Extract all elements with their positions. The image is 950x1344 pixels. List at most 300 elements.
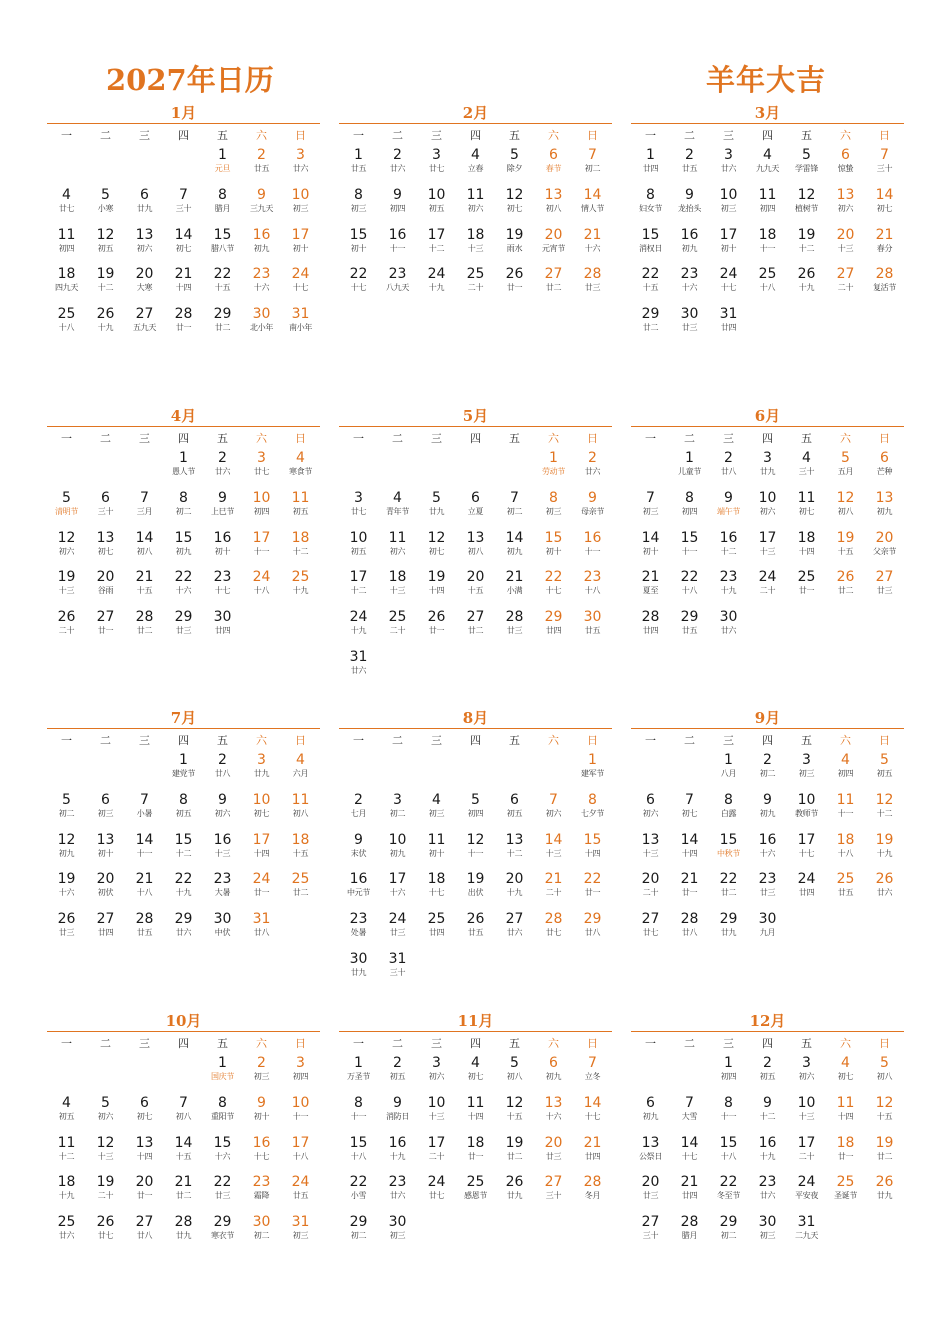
lunar-label: 廿七 <box>642 928 659 938</box>
day-number: 21 <box>135 871 154 888</box>
lunar-label: 廿二 <box>545 283 562 293</box>
lunar-label: 冬月 <box>584 1191 601 1201</box>
day-cell <box>456 870 495 910</box>
lunar-label: 初五 <box>876 769 893 778</box>
lunar-label: 十八 <box>759 283 776 293</box>
day-number: 2 <box>354 791 363 808</box>
day-cell <box>339 489 378 529</box>
lunar-label: 十五 <box>214 283 231 293</box>
weekday-label: 日 <box>879 432 890 445</box>
weekday-label: 日 <box>587 1037 598 1050</box>
weekday-label: 三 <box>431 734 442 747</box>
day-number: 5 <box>802 147 811 163</box>
lunar-label: 廿六 <box>175 928 192 938</box>
lunar-label: 廿二 <box>175 1191 192 1201</box>
lunar-label: 初六 <box>389 546 406 556</box>
lunar-label: 七夕节 <box>580 808 605 818</box>
weekday-label: 一 <box>353 129 364 142</box>
day-cell <box>86 265 125 305</box>
day-cell <box>281 529 320 569</box>
day-number: 25 <box>758 266 777 283</box>
weekday-label: 五 <box>801 1037 812 1050</box>
calendar-title: 2027年日历 <box>106 63 274 97</box>
day-cell <box>281 1213 320 1253</box>
lunar-label: 廿五 <box>681 164 698 173</box>
lunar-label: 十一 <box>253 546 270 556</box>
day-cell <box>573 489 612 529</box>
day-number: 19 <box>96 1174 115 1191</box>
day-cell <box>281 489 320 529</box>
day-number: 27 <box>875 569 894 586</box>
day-number: 22 <box>174 871 193 888</box>
weekday-label: 六 <box>256 432 267 445</box>
day-cell <box>281 791 320 831</box>
day-number: 30 <box>252 1214 271 1231</box>
lunar-label: 初十 <box>253 1111 270 1121</box>
day-number: 28 <box>641 609 660 626</box>
day-number: 2 <box>393 147 402 163</box>
day-cell <box>242 1213 281 1253</box>
day-cell <box>47 226 86 266</box>
day-cell <box>573 751 612 791</box>
weekday-label: 六 <box>548 734 559 747</box>
lunar-label: 十六 <box>58 888 75 898</box>
day-cell <box>203 791 242 831</box>
day-number: 22 <box>544 569 563 586</box>
lunar-label: 八月 <box>720 769 737 778</box>
day-cell <box>86 1094 125 1134</box>
lunar-label: 廿四 <box>720 323 737 333</box>
lunar-label: 廿七 <box>350 506 367 516</box>
lunar-label: 廿六 <box>876 888 893 898</box>
day-cell <box>339 791 378 831</box>
month-block <box>631 406 904 648</box>
lunar-label: 初三 <box>292 1231 309 1241</box>
day-number: 22 <box>349 1174 368 1191</box>
lunar-label: 廿二 <box>136 626 153 636</box>
weekday-label: 一 <box>353 1037 364 1050</box>
day-cell <box>339 870 378 910</box>
lunar-label: 初九 <box>253 243 270 253</box>
empty-cell <box>495 751 534 791</box>
lunar-label: 消防日 <box>385 1111 410 1121</box>
day-cell <box>378 489 417 529</box>
day-cell <box>495 186 534 226</box>
lunar-label: 十九 <box>389 1151 406 1161</box>
lunar-label: 廿四 <box>642 626 659 636</box>
day-number: 10 <box>291 1094 310 1111</box>
lunar-label: 廿二 <box>214 323 231 333</box>
lunar-label: 十四 <box>467 1111 484 1121</box>
month-title: 10月 <box>47 1011 320 1032</box>
lunar-label: 廿一 <box>798 586 815 596</box>
lunar-label: 十二 <box>720 546 737 556</box>
lunar-label: 十八 <box>720 1151 737 1161</box>
lunar-label: 廿五 <box>253 164 270 173</box>
day-cell <box>865 186 904 226</box>
lunar-label: 初七 <box>136 1111 153 1121</box>
day-cell <box>281 568 320 608</box>
lunar-label: 初八 <box>175 1111 192 1121</box>
day-number: 22 <box>719 871 738 888</box>
day-cell <box>787 489 826 529</box>
day-cell <box>47 529 86 569</box>
day-cell <box>748 910 787 950</box>
day-cell <box>203 226 242 266</box>
lunar-label: 教师节 <box>794 808 819 818</box>
lunar-label: 初九 <box>58 848 75 858</box>
lunar-label: 廿九 <box>175 1231 192 1241</box>
day-number: 11 <box>836 791 855 808</box>
lunar-label: 初六 <box>97 1111 114 1121</box>
day-cell <box>709 226 748 266</box>
day-number: 27 <box>96 911 115 928</box>
day-number: 29 <box>680 609 699 626</box>
day-number: 22 <box>680 569 699 586</box>
lunar-label: 初七 <box>506 203 523 213</box>
day-cell <box>339 1094 378 1134</box>
day-number: 6 <box>101 489 110 506</box>
day-number: 24 <box>719 266 738 283</box>
lunar-label: 廿三 <box>506 626 523 636</box>
empty-cell <box>125 751 164 791</box>
lunar-label: 九九天 <box>755 164 780 173</box>
lunar-label: 霜降 <box>253 1191 270 1201</box>
day-number: 16 <box>252 226 271 243</box>
lunar-label: 廿七 <box>253 467 270 476</box>
day-cell <box>670 449 709 489</box>
day-number: 20 <box>875 529 894 546</box>
lunar-label: 初三 <box>759 1231 776 1241</box>
day-number: 16 <box>680 226 699 243</box>
day-number: 11 <box>758 186 777 203</box>
day-cell <box>865 265 904 305</box>
lunar-label: 三十 <box>798 467 815 476</box>
day-number: 17 <box>719 226 738 243</box>
weekday-label: 一 <box>353 734 364 747</box>
day-cell <box>865 1173 904 1213</box>
lunar-label: 十四 <box>175 283 192 293</box>
day-number: 15 <box>349 1134 368 1151</box>
day-number: 3 <box>393 791 402 808</box>
day-cell <box>670 489 709 529</box>
lunar-label: 初五 <box>428 203 445 213</box>
month-block <box>339 1011 612 1253</box>
lunar-label: 廿五 <box>292 1191 309 1201</box>
lunar-label: 三十 <box>642 1231 659 1241</box>
day-cell <box>748 529 787 569</box>
day-number: 23 <box>388 1174 407 1191</box>
lunar-label: 初三 <box>798 769 815 778</box>
lunar-label: 初二 <box>350 1231 367 1241</box>
empty-cell <box>417 751 456 791</box>
lunar-label: 十六 <box>681 283 698 293</box>
day-number: 8 <box>179 489 188 506</box>
day-number: 28 <box>505 609 524 626</box>
day-number: 23 <box>680 266 699 283</box>
lunar-label: 十八 <box>292 1151 309 1161</box>
weekday-label: 三 <box>139 432 150 445</box>
weekday-label: 二 <box>684 129 695 142</box>
day-cell <box>378 831 417 871</box>
weekday-label: 六 <box>840 129 851 142</box>
lunar-label: 感恩节 <box>463 1191 488 1201</box>
lunar-label: 元宵节 <box>541 243 566 253</box>
day-cell <box>164 1094 203 1134</box>
day-cell <box>456 226 495 266</box>
day-number: 6 <box>140 1094 149 1111</box>
day-number: 6 <box>646 791 655 808</box>
lunar-label: 廿二 <box>720 888 737 898</box>
lunar-label: 初七 <box>97 546 114 556</box>
day-number: 22 <box>213 266 232 283</box>
day-cell <box>417 568 456 608</box>
lunar-label: 十三 <box>545 848 562 858</box>
day-cell <box>826 1173 865 1213</box>
day-cell <box>242 265 281 305</box>
day-number: 4 <box>841 752 850 768</box>
lunar-label: 初十 <box>642 546 659 556</box>
day-cell <box>242 1173 281 1213</box>
day-number: 3 <box>296 1055 305 1071</box>
day-cell <box>787 1094 826 1134</box>
day-number: 12 <box>836 489 855 506</box>
weekday-label: 五 <box>509 432 520 445</box>
day-cell <box>826 449 865 489</box>
day-number: 16 <box>388 226 407 243</box>
day-number: 5 <box>62 791 71 808</box>
day-cell <box>826 186 865 226</box>
day-cell <box>281 831 320 871</box>
day-cell <box>670 831 709 871</box>
day-cell <box>164 568 203 608</box>
lunar-label: 初三 <box>350 203 367 213</box>
weekday-label: 三 <box>139 734 150 747</box>
day-cell <box>125 568 164 608</box>
day-cell <box>164 305 203 345</box>
lunar-label: 十五 <box>175 1151 192 1161</box>
lunar-label: 十一 <box>584 546 601 556</box>
lunar-label: 初六 <box>428 1072 445 1081</box>
weekday-label: 日 <box>587 129 598 142</box>
lunar-label: 二十 <box>389 626 406 636</box>
day-cell <box>534 1173 573 1213</box>
day-number: 14 <box>583 186 602 203</box>
lunar-label: 三十 <box>97 506 114 516</box>
lunar-label: 廿四 <box>545 626 562 636</box>
day-number: 16 <box>719 529 738 546</box>
day-cell <box>495 791 534 831</box>
day-number: 10 <box>427 1094 446 1111</box>
day-number: 27 <box>641 1214 660 1231</box>
day-cell <box>417 870 456 910</box>
day-cell <box>456 910 495 950</box>
empty-cell <box>417 449 456 489</box>
lunar-label: 母亲节 <box>580 506 605 516</box>
day-cell <box>86 186 125 226</box>
day-cell <box>631 568 670 608</box>
day-cell <box>242 910 281 950</box>
day-number: 27 <box>544 266 563 283</box>
day-number: 21 <box>680 1174 699 1191</box>
day-number: 7 <box>549 791 558 808</box>
day-number: 15 <box>349 226 368 243</box>
day-cell <box>86 910 125 950</box>
month-title: 11月 <box>339 1011 612 1032</box>
day-cell <box>281 226 320 266</box>
lunar-label: 春节 <box>545 164 562 173</box>
lunar-label: 十七 <box>720 283 737 293</box>
lunar-label: 廿三 <box>876 586 893 596</box>
day-cell <box>631 1213 670 1253</box>
weekday-label: 六 <box>548 1037 559 1050</box>
day-cell <box>47 1173 86 1213</box>
day-number: 23 <box>758 871 777 888</box>
day-number: 18 <box>291 831 310 848</box>
lunar-label: 廿八 <box>253 928 270 938</box>
day-cell <box>826 1054 865 1094</box>
weekday-label: 四 <box>470 129 481 142</box>
lunar-label: 廿二 <box>876 1151 893 1161</box>
lunar-label: 初二 <box>58 808 75 818</box>
lunar-label: 父亲节 <box>872 546 897 556</box>
weekday-label: 二 <box>100 1037 111 1050</box>
lunar-label: 三十 <box>389 967 406 977</box>
lunar-label: 腊八节 <box>210 243 235 253</box>
lunar-label: 初八 <box>506 1072 523 1081</box>
day-number: 15 <box>641 226 660 243</box>
day-cell <box>203 449 242 489</box>
lunar-label: 廿四 <box>642 164 659 173</box>
day-cell <box>125 1094 164 1134</box>
lunar-label: 十一 <box>837 808 854 818</box>
day-cell <box>164 449 203 489</box>
day-number: 6 <box>841 147 850 163</box>
day-number: 1 <box>549 450 558 466</box>
day-cell <box>378 186 417 226</box>
lunar-label: 十三 <box>759 546 776 556</box>
weekday-label: 一 <box>645 129 656 142</box>
day-number: 16 <box>252 1134 271 1151</box>
lunar-label: 初七 <box>428 546 445 556</box>
day-cell <box>495 529 534 569</box>
lunar-label: 立春 <box>467 164 484 173</box>
lunar-label: 十八 <box>837 848 854 858</box>
day-number: 14 <box>135 831 154 848</box>
lunar-label: 初十 <box>428 848 445 858</box>
lunar-label: 四九天 <box>54 283 79 293</box>
lunar-label: 初七 <box>837 1072 854 1081</box>
day-cell <box>495 489 534 529</box>
empty-cell <box>125 449 164 489</box>
day-number: 17 <box>291 1134 310 1151</box>
lunar-label: 初四 <box>253 506 270 516</box>
day-cell <box>86 831 125 871</box>
lunar-label: 初三 <box>428 808 445 818</box>
day-number: 11 <box>836 1094 855 1111</box>
lunar-label: 惊蛰 <box>837 164 854 173</box>
lunar-label: 十八 <box>584 586 601 596</box>
day-number: 24 <box>291 266 310 283</box>
day-cell <box>456 1094 495 1134</box>
lunar-label: 初二 <box>720 1231 737 1241</box>
weekday-label: 一 <box>61 432 72 445</box>
day-number: 5 <box>510 147 519 163</box>
day-grid <box>631 449 904 648</box>
day-cell <box>47 265 86 305</box>
day-grid <box>631 1054 904 1253</box>
day-cell <box>631 146 670 186</box>
day-number: 20 <box>641 1174 660 1191</box>
day-grid <box>47 449 320 648</box>
day-number: 23 <box>349 911 368 928</box>
lunar-label: 初四 <box>681 506 698 516</box>
lunar-label: 廿一 <box>428 626 445 636</box>
day-number: 8 <box>218 186 227 203</box>
day-cell <box>86 305 125 345</box>
day-number: 9 <box>393 186 402 203</box>
day-cell <box>573 1094 612 1134</box>
lunar-label: 十二 <box>798 243 815 253</box>
day-number: 2 <box>763 752 772 768</box>
day-cell <box>86 226 125 266</box>
day-number: 14 <box>135 529 154 546</box>
weekday-label: 三 <box>723 129 734 142</box>
day-cell <box>281 449 320 489</box>
lunar-label: 廿三 <box>58 928 75 938</box>
day-cell <box>495 1173 534 1213</box>
day-number: 1 <box>218 147 227 163</box>
day-cell <box>242 146 281 186</box>
weekday-label: 一 <box>353 432 364 445</box>
day-grid <box>339 1054 612 1253</box>
day-cell <box>826 1094 865 1134</box>
calendar-slogan: 羊年大吉 <box>706 63 827 97</box>
day-number: 24 <box>291 1174 310 1191</box>
day-number: 26 <box>875 871 894 888</box>
day-number: 17 <box>349 569 368 586</box>
day-number: 21 <box>875 226 894 243</box>
lunar-label: 廿一 <box>97 626 114 636</box>
day-number: 9 <box>763 791 772 808</box>
lunar-label: 初十 <box>214 546 231 556</box>
day-number: 24 <box>252 569 271 586</box>
lunar-label: 廿九 <box>759 467 776 476</box>
day-number: 7 <box>685 1094 694 1111</box>
day-cell <box>787 870 826 910</box>
day-number: 25 <box>797 569 816 586</box>
month-block <box>47 708 320 950</box>
day-number: 13 <box>836 186 855 203</box>
day-cell <box>670 1213 709 1253</box>
day-cell <box>709 568 748 608</box>
day-cell <box>631 265 670 305</box>
day-number: 3 <box>257 450 266 466</box>
day-number: 27 <box>505 911 524 928</box>
day-number: 15 <box>174 831 193 848</box>
lunar-label: 初九 <box>759 808 776 818</box>
day-cell <box>47 1213 86 1253</box>
day-cell <box>86 791 125 831</box>
lunar-label: 龙抬头 <box>677 203 702 213</box>
day-number: 28 <box>544 911 563 928</box>
lunar-label: 初八 <box>876 1072 893 1081</box>
day-cell <box>164 186 203 226</box>
lunar-label: 廿六 <box>350 665 367 675</box>
day-number: 4 <box>802 450 811 466</box>
lunar-label: 廿五 <box>350 164 367 173</box>
day-cell <box>242 870 281 910</box>
